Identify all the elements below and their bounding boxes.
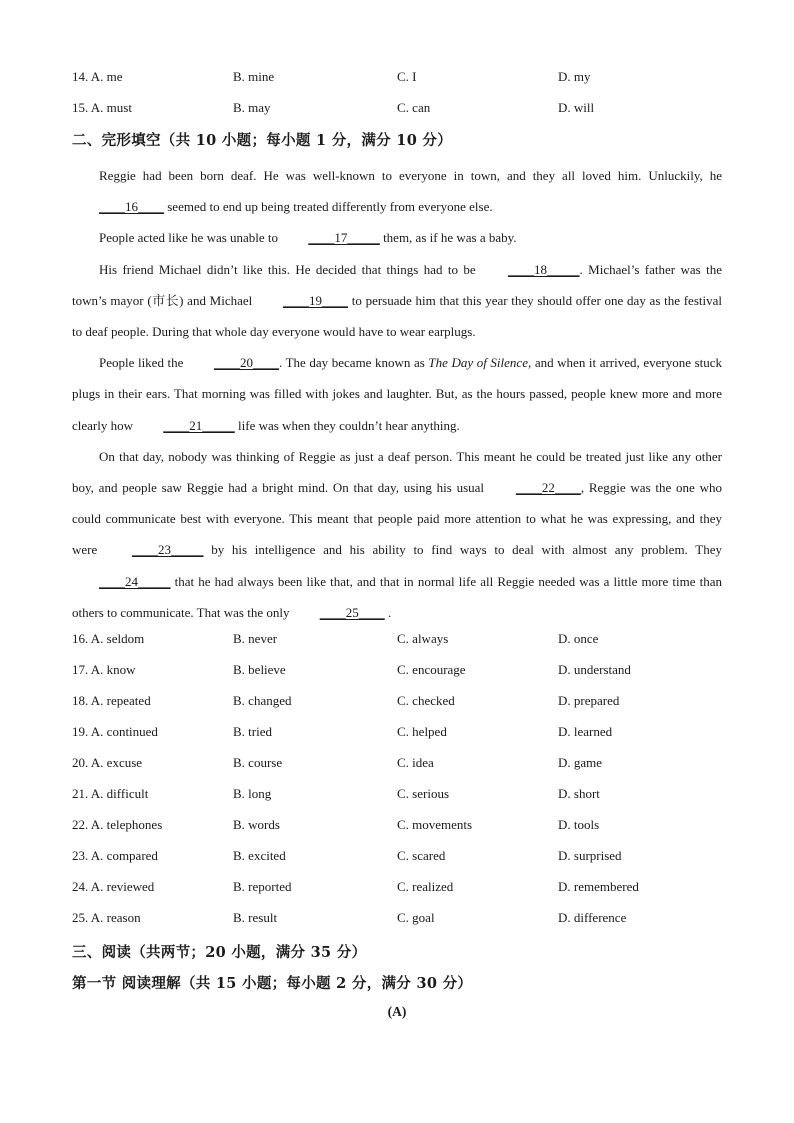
option-a: 17. A. know: [72, 662, 136, 677]
option-a: 25. A. reason: [72, 910, 141, 925]
option-d: D. will: [558, 100, 595, 115]
options-main: [72, 630, 732, 940]
option-d: D. surprised: [558, 848, 622, 863]
option-a: 23. A. compared: [72, 848, 158, 863]
text: that he had always been like that, and that in normal life all Reggie needed was a little more time than others to communicate. That was the only: [72, 573, 722, 620]
option-d: D. difference: [558, 910, 627, 925]
text: by his intelligence and his ability to find ways to deal with almost any problem. They: [203, 542, 722, 558]
option-c: C. scared: [397, 848, 446, 863]
paragraph-4: [72, 347, 722, 441]
option-c: C. checked: [397, 693, 455, 708]
blank-20: ____20____: [214, 355, 280, 371]
option-d: D. tools: [558, 817, 600, 832]
text: , Reggie was the one who could communicate best with everyone. This meant that people paid more attention to what he was expressing, and they were: [72, 480, 722, 558]
text: .: [384, 604, 392, 620]
text: On that day, nobody was thinking of Reggie as just a deaf person. This meant he could be treated just like any other boy, and people saw Reggie had a bright mind. On that day, using his usual: [72, 448, 722, 496]
option-a: 20. A. excuse: [72, 755, 143, 770]
option-b: B. result: [233, 910, 278, 925]
blank-18: ____18_____: [508, 261, 580, 277]
text: . Michael’s father was the town’s mayor (市长) and Michael: [72, 261, 722, 308]
text: them, as if he was a baby.: [379, 230, 517, 246]
option-b: B. mine: [233, 69, 275, 84]
option-c: C. helped: [397, 724, 447, 739]
option-a: 24. A. reviewed: [72, 879, 155, 894]
paragraph-1: [72, 160, 722, 222]
option-c: C. idea: [397, 755, 434, 770]
option-c: C. serious: [397, 786, 449, 801]
option-d: D. game: [558, 755, 603, 770]
question-24-options: [72, 878, 732, 909]
option-a: 16. A. seldom: [72, 631, 145, 646]
option-d: D. prepared: [558, 693, 620, 708]
option-c: C. can: [397, 100, 431, 115]
text: Reggie had been born deaf. He was well-known to everyone in town, and they all loved him. Unluckily, he: [99, 168, 722, 183]
option-b: B. may: [233, 100, 271, 115]
options-top: [72, 68, 732, 130]
option-c: C. goal: [397, 910, 435, 925]
option-b: B. believe: [233, 662, 286, 677]
option-a: 19. A. continued: [72, 724, 158, 739]
option-d: D. once: [558, 631, 599, 646]
question-21-options: [72, 785, 732, 816]
option-b: B. reported: [233, 879, 292, 894]
option-b: B. changed: [233, 693, 292, 708]
text: . The day became known as: [279, 355, 429, 371]
blank-19: ____19____: [283, 292, 348, 308]
cloze-passage: [72, 160, 722, 628]
blank-21: ____21_____: [163, 417, 235, 433]
option-a: 14. A. me: [72, 69, 123, 84]
option-b: B. course: [233, 755, 283, 770]
option-a: 18. A. repeated: [72, 693, 151, 708]
question-20-options: [72, 754, 732, 785]
option-a: 15. A. must: [72, 100, 132, 115]
passage-a-label: (A): [387, 1004, 407, 1019]
paragraph-2: [72, 222, 722, 253]
option-b: B. tried: [233, 724, 272, 739]
option-c: C. encourage: [397, 662, 466, 677]
question-16-options: [72, 630, 732, 661]
question-25-options: [72, 909, 732, 940]
option-c: C. always: [397, 631, 449, 646]
text: People liked the: [99, 355, 188, 371]
option-d: D. understand: [558, 662, 631, 677]
text: to persuade him that this year they should offer one day as the festival to deaf people. During that whole day everyone would have to wear earplugs.: [72, 292, 722, 340]
part-1-heading: 第一节 阅读理解（共 15 小题；每小题 2 分，满分 30 分）: [72, 975, 473, 992]
blank-23: ____23_____: [131, 542, 204, 558]
paragraph-5: [72, 441, 722, 628]
section-3-heading: 三、阅读（共两节；20 小题，满分 35 分）: [72, 944, 367, 961]
question-22-options: [72, 816, 732, 847]
option-a: 21. A. difficult: [72, 786, 149, 801]
option-b: B. long: [233, 786, 272, 801]
blank-17: ____17_____: [308, 230, 380, 246]
question-15-options: [72, 99, 732, 130]
option-c: C. movements: [397, 817, 473, 832]
blank-16: ____16____: [99, 199, 164, 215]
text: life was when they couldn’t hear anything.: [234, 417, 460, 433]
option-d: D. short: [558, 786, 600, 801]
option-d: D. learned: [558, 724, 613, 739]
question-14-options: [72, 68, 732, 99]
section-2-heading: 二、完形填空（共 10 小题；每小题 1 分，满分 10 分）: [72, 132, 453, 149]
text: , and when it arrived, everyone stuck plugs in their ears. That morning was filled with jokes and laughter. But, as the hours passed, people knew more and more clearly how: [72, 355, 723, 433]
question-18-options: [72, 692, 732, 723]
blank-22: ____22____: [515, 480, 581, 496]
text: seemed to end up being treated differently from everyone else.: [164, 199, 493, 215]
option-b: B. excited: [233, 848, 286, 863]
paragraph-3: [72, 254, 722, 348]
option-c: C. realized: [397, 879, 454, 894]
question-19-options: [72, 723, 732, 754]
option-b: B. words: [233, 817, 280, 832]
festival-name: The Day of Silence: [428, 355, 528, 371]
option-c: C. I: [397, 69, 417, 84]
blank-24: ____24_____: [99, 573, 171, 589]
question-17-options: [72, 661, 732, 692]
option-d: D. remembered: [558, 879, 639, 894]
question-23-options: [72, 847, 732, 878]
option-b: B. never: [233, 631, 278, 646]
option-d: D. my: [558, 69, 591, 84]
text: His friend Michael didn’t like this. He decided that things had to be: [99, 261, 482, 277]
blank-25: ____25____: [319, 604, 385, 620]
text: People acted like he was unable to: [99, 230, 282, 246]
option-a: 22. A. telephones: [72, 817, 163, 832]
